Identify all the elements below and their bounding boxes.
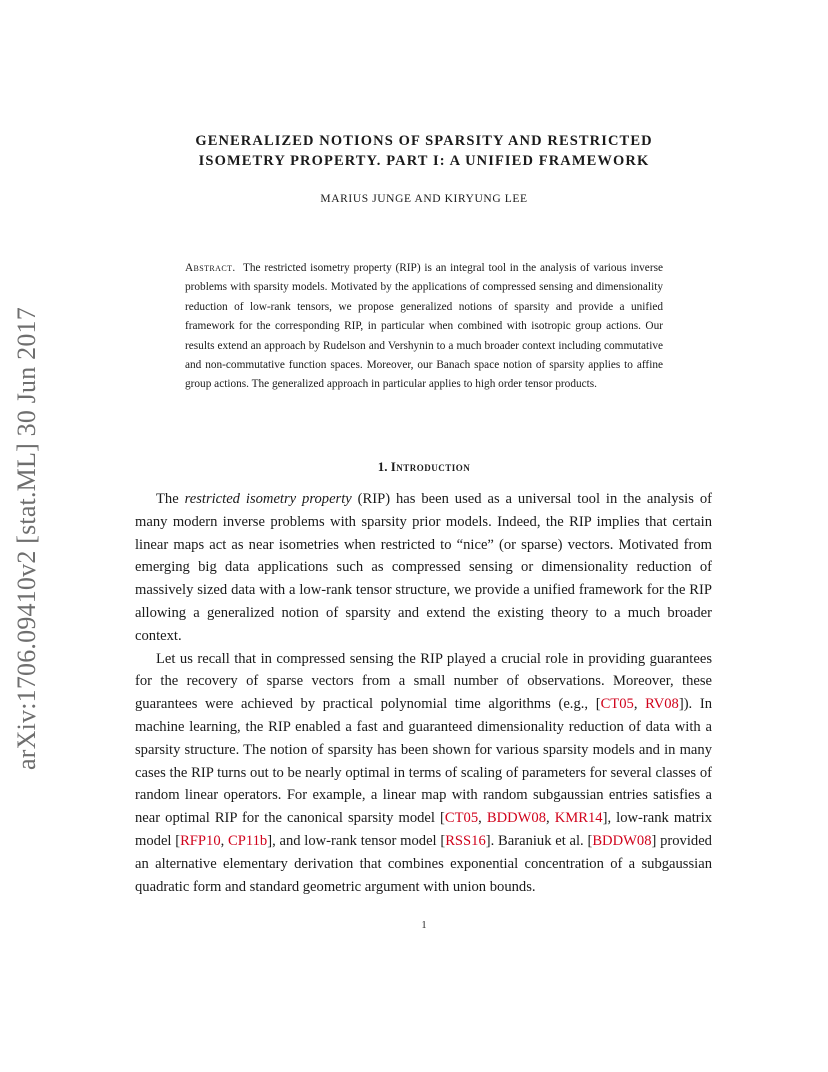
abstract-text: The restricted isometry property (RIP) is an integral tool in the analysis of various inverse problems with sparsity models. Motivated by the applications of compressed sensing and dimensionality reduction of low-rank tensors, we propose generalized notions of sparsity and provide a unified framework for the corresponding RIP, in particular when combined with isotropic group actions. Our results extend an approach by Rudelson and Vershynin to a much broader context including commutative and non-commutative function spaces. Moreover, our Banach space notion of sparsity applies to affine group actions. The generalized approach in particular applies to high order tensor products. — [185, 262, 663, 391]
citation-link[interactable]: CT05 — [600, 696, 634, 713]
emphasis-rip: restricted isometry property — [184, 491, 352, 507]
paragraph-1-text-b: (RIP) has been used as a universal tool in the analysis of many modern inverse problems with sparsity prior models. Indeed, the RIP implies that certain linear maps act as near isometries when restricted to “nice” (or sparse) vectors. Motivated from emerging big data applications such as compressed sensing or dimensionality reduction of massively sized data with a low-rank tensor structure, we provide a unified framework for the RIP allowing a generalized notion of sparsity and extend the existing theory to a much broader context. — [135, 491, 712, 644]
paragraph-2-text: , — [478, 810, 487, 827]
page-number: 1 — [421, 920, 427, 931]
citation-link[interactable]: CP11b — [228, 832, 268, 849]
paragraph-2-text: , — [220, 832, 229, 849]
paragraph-2-text: , — [546, 810, 555, 827]
authors: MARIUS JUNGE AND KIRYUNG LEE — [320, 193, 528, 205]
section-title: Introduction — [390, 459, 471, 474]
paragraph-2-text: ] provided an alternative elementary derivation that combines exponential concentration of a subgaussian quadratic form and standard geometric argument with union bounds. — [135, 832, 712, 895]
paragraph-2-text: Let us recall that in compressed sensing the RIP played a crucial role in providing guarantees for the recovery of sparse vectors from a small number of observations. Moreover, these guarantees were achieved by practical polynomial time algorithms (e.g., [ — [135, 650, 712, 713]
paragraph-1-text-a: The — [156, 491, 185, 507]
paper-title — [120, 131, 728, 171]
section-heading — [120, 459, 728, 475]
paragraph-2-text: ], and low-rank tensor model [ — [267, 832, 446, 849]
paragraph-2-text: ], low-rank matrix model [ — [135, 810, 713, 849]
arxiv-identifier-stamp: arXiv:1706.09410v2 [stat.ML] 30 Jun 2017 — [12, 307, 41, 770]
citation-link[interactable]: CT05 — [444, 810, 479, 827]
citation-link[interactable]: RFP10 — [180, 832, 221, 849]
body-text — [135, 488, 712, 898]
citation-link[interactable]: BDDW08 — [486, 810, 547, 827]
citation-link[interactable]: RSS16 — [445, 832, 486, 849]
abstract — [185, 259, 663, 395]
paragraph-2 — [135, 648, 712, 899]
paragraph-2-text: ]. Baraniuk et al. [ — [485, 832, 593, 849]
paragraph-1 — [135, 488, 712, 648]
citation-link[interactable]: RV08 — [645, 696, 679, 713]
citation-link[interactable]: BDDW08 — [592, 832, 652, 849]
paragraph-2-text: ]). In machine learning, the RIP enabled a fast and guaranteed dimensionality reduction of data with a sparsity structure. The notion of sparsity has been shown for various sparsity models and in many cases the RIP turns out to be nearly optimal in terms of scaling of parameters for several classes of random linear operators. For example, a linear map with random subgaussian entries satisfies a near optimal RIP for the canonical sparsity model [ — [135, 696, 713, 827]
citation-link[interactable]: KMR14 — [554, 810, 603, 827]
abstract-label: Abstract. — [185, 262, 236, 274]
title-line-1: GENERALIZED NOTIONS OF SPARSITY AND RESTRICTED — [195, 133, 653, 149]
section-number: 1. — [377, 459, 388, 474]
title-line-2: ISOMETRY PROPERTY. PART I: A UNIFIED FRAMEWORK — [198, 153, 650, 169]
paragraph-2-text: , — [633, 696, 646, 713]
